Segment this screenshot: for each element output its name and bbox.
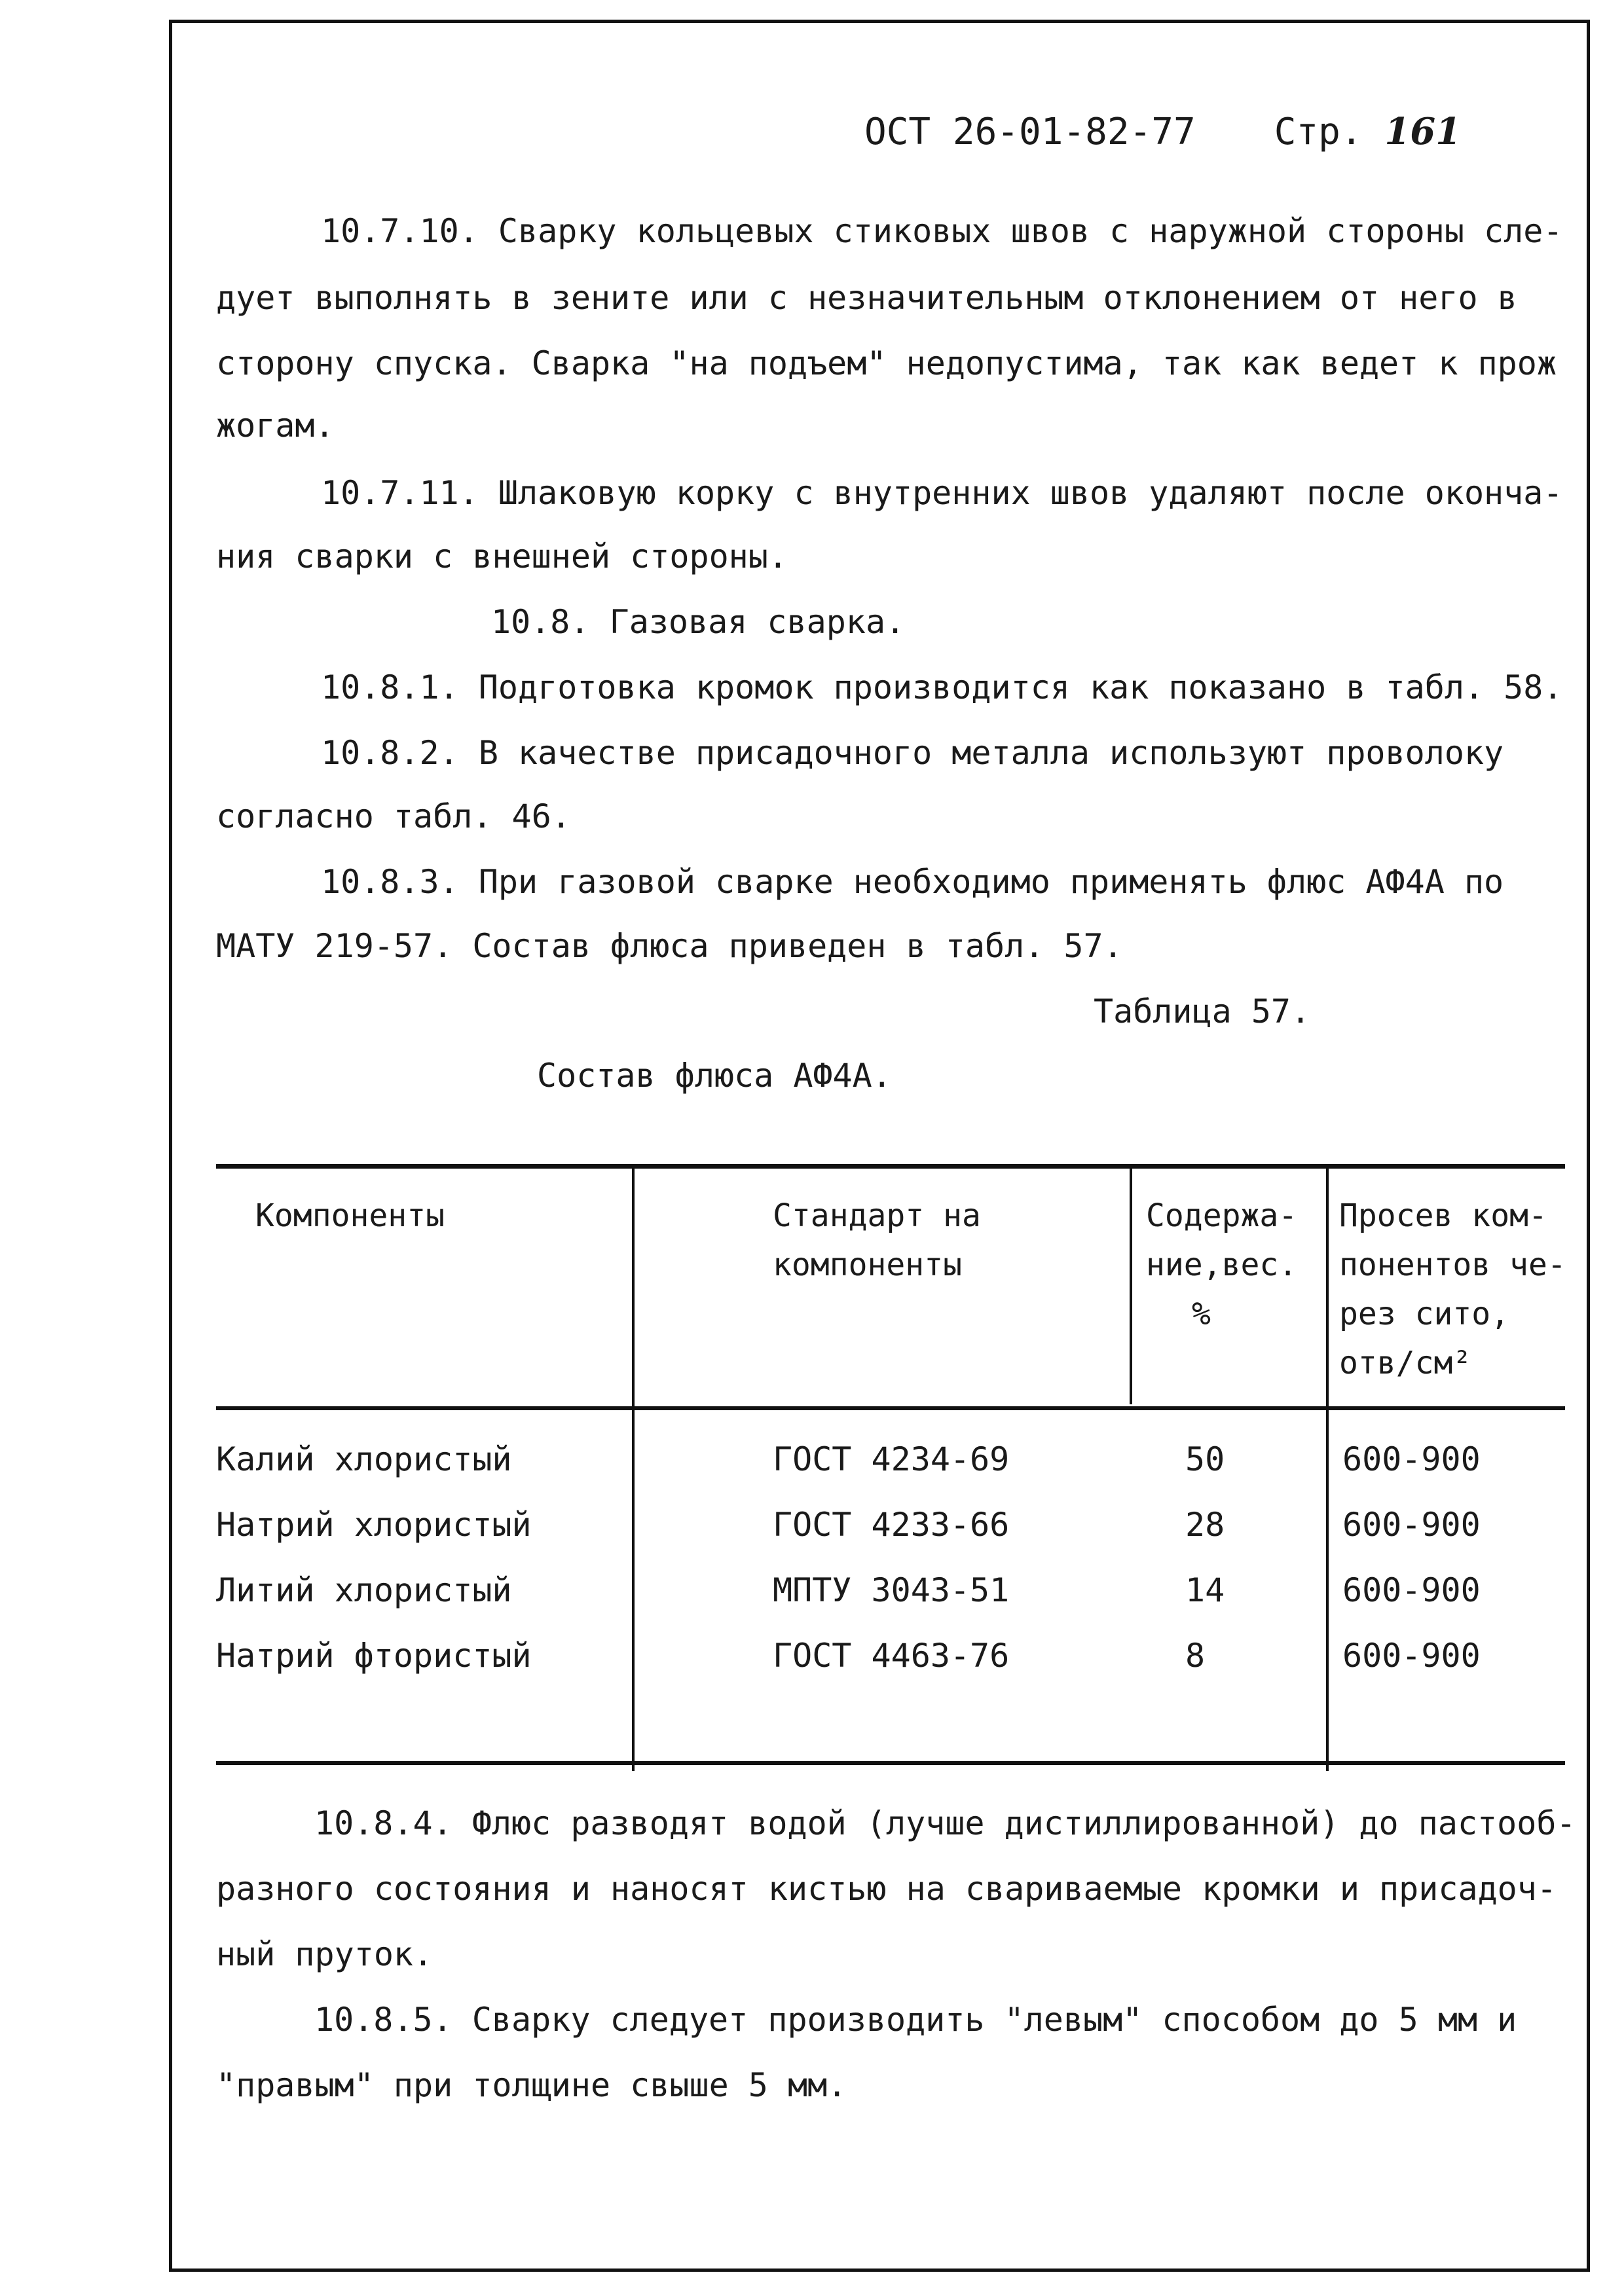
document-code: ОСТ 26-01-82-77 bbox=[864, 111, 1196, 153]
column-header-sieve: Просев ком- понентов че- рез сито, отв/см² bbox=[1339, 1197, 1566, 1381]
table-cell-standard: ГОСТ 4463-76 bbox=[773, 1637, 1010, 1675]
table-column-divider bbox=[1130, 1169, 1132, 1404]
table-cell-component: Литий хлористый bbox=[216, 1571, 512, 1609]
table-bottom-rule bbox=[216, 1761, 1565, 1765]
text-line: 10.8.5. Сварку следует производить "левым" способом до 5 мм и bbox=[314, 2001, 1517, 2039]
table-cell-sieve: 600-900 bbox=[1342, 1571, 1481, 1609]
table-cell-content: 50 bbox=[1185, 1440, 1225, 1478]
text-line: сторону спуска. Сварка "на подъем" недопустима, так как ведет к прож bbox=[216, 344, 1557, 382]
text-line: "правым" при толщине свыше 5 мм. bbox=[216, 2066, 847, 2104]
table-cell-standard: ГОСТ 4234-69 bbox=[773, 1440, 1010, 1478]
text-line: 10.8.2. В качестве присадочного металла используют проволоку bbox=[321, 734, 1504, 772]
table-cell-sieve: 600-900 bbox=[1342, 1506, 1481, 1544]
table-column-divider bbox=[1326, 1169, 1329, 1771]
column-header-standard: Стандарт на компоненты bbox=[773, 1197, 981, 1283]
column-header-components: Компоненты bbox=[255, 1197, 445, 1234]
text-line: МАТУ 219-57. Состав флюса приведен в табл. 57. bbox=[216, 927, 1123, 965]
page-header bbox=[864, 110, 1461, 153]
text-line: разного состояния и наносят кистью на свариваемые кромки и присадоч- bbox=[216, 1870, 1557, 1908]
table-cell-standard: ГОСТ 4233-66 bbox=[773, 1506, 1010, 1544]
table-header-rule bbox=[216, 1406, 1565, 1410]
text-line: 10.8.3. При газовой сварке необходимо применять флюс АФ4А по bbox=[321, 863, 1504, 901]
text-line: согласно табл. 46. bbox=[216, 797, 571, 835]
column-header-content: Содержа- ние,вес. % bbox=[1146, 1197, 1298, 1332]
table-top-rule bbox=[216, 1164, 1565, 1169]
text-line: жогам. bbox=[216, 407, 335, 445]
page-number: 161 bbox=[1384, 110, 1462, 153]
table-number: Таблица 57. bbox=[1094, 993, 1311, 1030]
text-line: 10.8.4. Флюс разводят водой (лучше дистиллированной) до пастооб- bbox=[314, 1804, 1576, 1842]
text-line: ния сварки с внешней стороны. bbox=[216, 538, 788, 575]
table-cell-standard: МПТУ 3043-51 bbox=[773, 1571, 1010, 1609]
table-cell-component: Натрий хлористый bbox=[216, 1506, 532, 1544]
table-cell-component: Калий хлористый bbox=[216, 1440, 512, 1478]
text-line: 10.8.1. Подготовка кромок производится как показано в табл. 58. bbox=[321, 668, 1563, 706]
table-cell-content: 28 bbox=[1185, 1506, 1225, 1544]
text-line: 10.7.10. Сварку кольцевых стиковых швов с наружной стороны сле- bbox=[321, 212, 1563, 250]
table-title: Состав флюса АФ4А. bbox=[537, 1057, 892, 1095]
table-column-divider bbox=[632, 1169, 635, 1771]
page-label: Стр. bbox=[1274, 111, 1363, 153]
text-line: ный пруток. bbox=[216, 1935, 434, 1973]
text-line: 10.7.11. Шлаковую корку с внутренних швов удаляют после оконча- bbox=[321, 474, 1563, 512]
table-cell-sieve: 600-900 bbox=[1342, 1637, 1481, 1675]
table-cell-component: Натрий фтористый bbox=[216, 1637, 532, 1675]
section-heading: 10.8. Газовая сварка. bbox=[491, 603, 906, 641]
table-cell-content: 8 bbox=[1185, 1637, 1206, 1675]
table-cell-content: 14 bbox=[1185, 1571, 1225, 1609]
table-cell-sieve: 600-900 bbox=[1342, 1440, 1481, 1478]
text-line: дует выполнять в зените или с незначительным отклонением от него в bbox=[216, 279, 1517, 317]
